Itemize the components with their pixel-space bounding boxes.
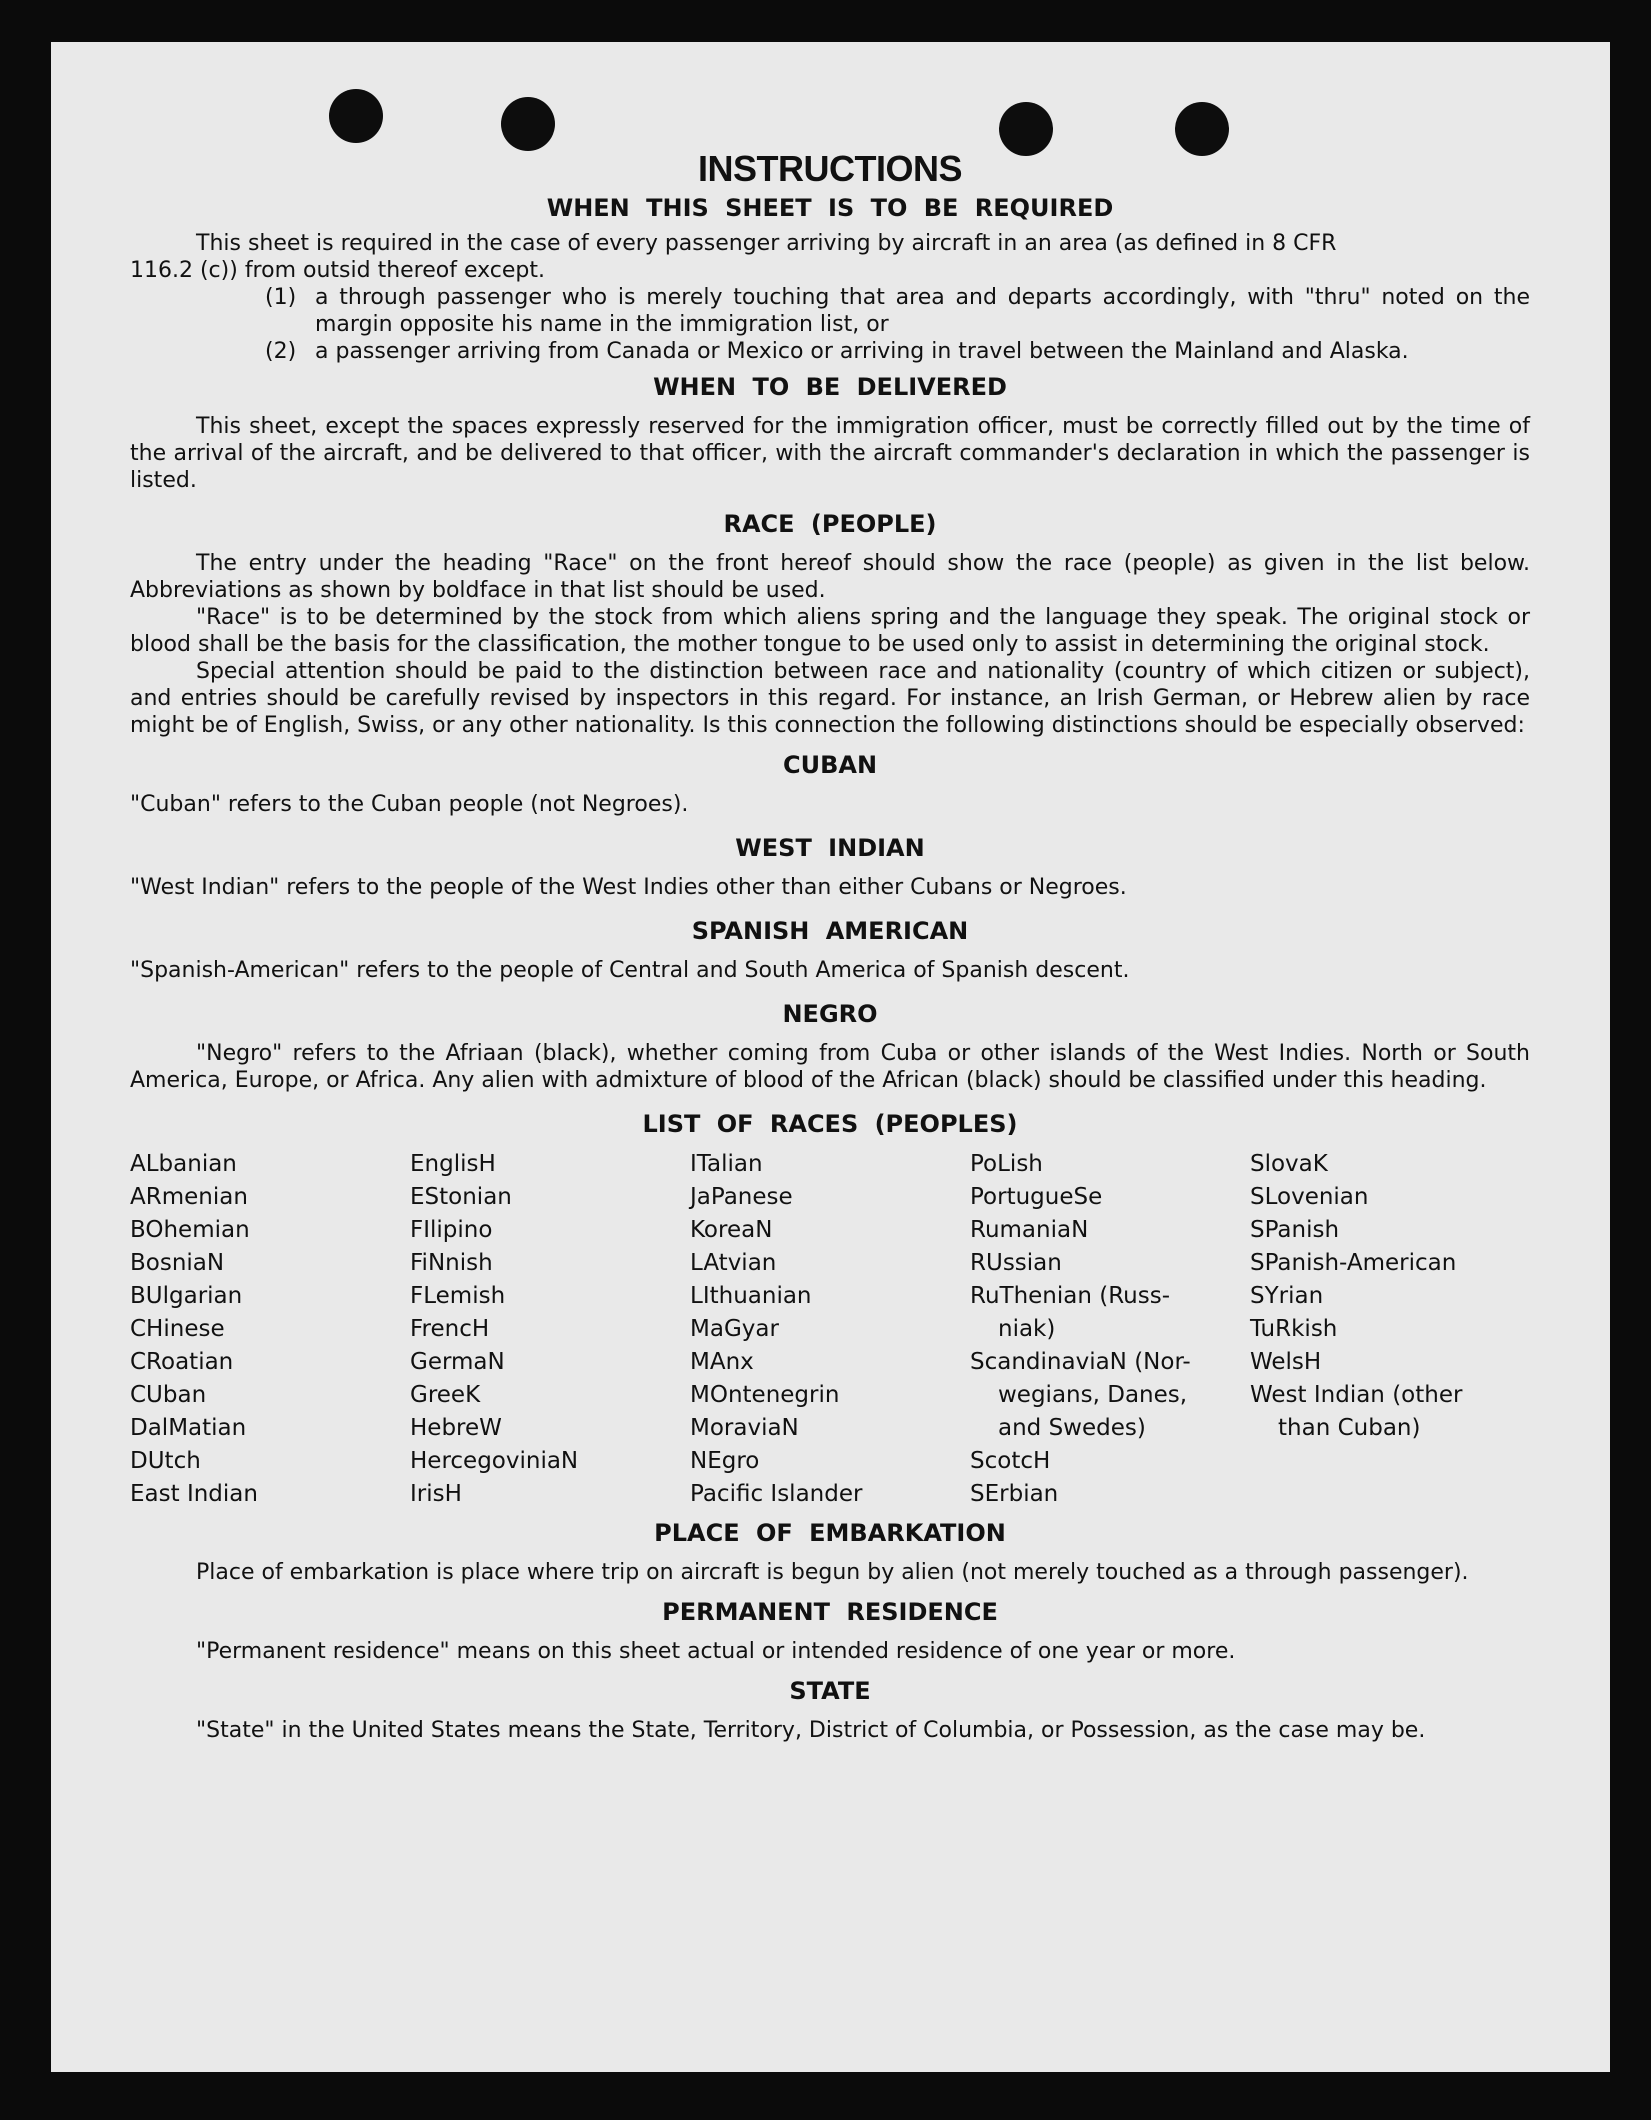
race-item: GermaN [410,1349,505,1375]
race-column-4 [970,1148,1250,1511]
race-item-continued: than Cuban) [1278,1415,1421,1441]
race-column-5 [1250,1148,1530,1511]
race-item: PortugueSe [970,1184,1103,1210]
race-item: SPanish [1250,1217,1340,1243]
race-item: SlovaK [1250,1151,1328,1177]
race-item: IrisH [410,1481,462,1507]
race-item: BosniaN [130,1250,225,1276]
heading-west-indian: WEST INDIAN [735,834,925,862]
race-item: MaGyar [690,1316,779,1342]
heading-delivered: WHEN TO BE DELIVERED [653,373,1007,401]
heading-embarkation: PLACE OF EMBARKATION [654,1519,1006,1547]
race-item: SPanish-American [1250,1250,1457,1276]
heading-spanish-american: SPANISH AMERICAN [691,917,969,945]
race-item: West Indian (other [1250,1382,1463,1408]
heading-residence: PERMANENT RESIDENCE [662,1598,998,1626]
race-paragraph-3: Special attention should be paid to the distinction between race and nationality (country of which citizen or subject), and entries should be carefully revised by inspectors in this regard. For instance, an Irish German, or Hebrew alien by race might be of English, Swiss, or any other nationality. Is this connection the following distinctions should be especially observed: [130,659,1530,738]
exception-number: (1) [265,285,297,310]
exception-text: a passenger arriving from Canada or Mexico or arriving in travel between the Mainland and Alaska. [315,339,1409,364]
race-item: ARmenian [130,1184,248,1210]
heading-race: RACE (PEOPLE) [723,510,937,538]
race-item: DalMatian [130,1415,247,1441]
race-item: PoLish [970,1151,1043,1177]
race-item: SLovenian [1250,1184,1369,1210]
race-item: CHinese [130,1316,225,1342]
race-item: DUtch [130,1448,201,1474]
race-list [130,1148,1530,1511]
race-item: CRoatian [130,1349,234,1375]
race-item: LIthuanian [690,1283,812,1309]
cuban-paragraph: "Cuban" refers to the Cuban people (not Negroes). [130,792,689,817]
race-item: Pacific Islander [690,1481,863,1507]
punch-hole [501,97,555,151]
race-item: FrencH [410,1316,490,1342]
race-item: SYrian [1250,1283,1324,1309]
heading-state: STATE [789,1677,871,1705]
embarkation-paragraph: Place of embarkation is place where trip on aircraft is begun by alien (not merely touched as a through passenger). [196,1560,1469,1585]
race-item: MoraviaN [690,1415,799,1441]
spanish-american-paragraph: "Spanish-American" refers to the people of Central and South America of Spanish descent. [130,958,1130,983]
race-item: HebreW [410,1415,502,1441]
exception-text: a through passenger who is merely touching that area and departs accordingly, with "thru" noted on the margin opposite his name in the immigration list, or [315,285,1530,337]
race-item: FiNnish [410,1250,493,1276]
heading-list-of-races: LIST OF RACES (PEOPLES) [642,1110,1018,1138]
race-item-continued: niak) [998,1316,1056,1342]
heading-required: WHEN THIS SHEET IS TO BE REQUIRED [546,194,1114,222]
race-item: SErbian [970,1481,1059,1507]
state-paragraph: "State" in the United States means the State, Territory, District of Columbia, or Possession, as the case may be. [196,1718,1426,1743]
race-item: GreeK [410,1382,481,1408]
race-item: LAtvian [690,1250,777,1276]
instructions-content [130,146,1530,1744]
race-item: MOntenegrin [690,1382,840,1408]
heading-negro: NEGRO [782,1000,878,1028]
document-sheet [51,42,1610,2072]
race-item-continued: wegians, Danes, [998,1382,1188,1408]
negro-paragraph: "Negro" refers to the Afriaan (black), whether coming from Cuba or other islands of the West Indies. North or South America, Europe, or Africa. Any alien with admixture of blood of the African (black) should be classified under this heading. [130,1041,1530,1093]
residence-paragraph: "Permanent residence" means on this sheet actual or intended residence of one year or more. [196,1639,1236,1664]
exception-item-2 [130,338,1530,365]
race-item: BUlgarian [130,1283,243,1309]
race-item: MAnx [690,1349,754,1375]
race-item: KoreaN [690,1217,773,1243]
race-column-2 [410,1148,690,1511]
race-item: RUssian [970,1250,1062,1276]
race-item: RuThenian (Russ- [970,1283,1171,1309]
race-item: ScandinaviaN (Nor- [970,1349,1191,1375]
race-paragraph-1: The entry under the heading "Race" on the front hereof should show the race (people) as given in the list below. Abbreviations as shown by boldface in that list should be used. [130,551,1530,603]
delivered-paragraph: This sheet, except the spaces expressly reserved for the immigration officer, must be correctly filled out by the time of the arrival of the aircraft, and be delivered to that officer, with the aircraft commander's declaration in which the passenger is listed. [130,414,1530,493]
race-item: WelsH [1250,1349,1322,1375]
race-column-3 [690,1148,970,1511]
race-item: ITalian [690,1151,763,1177]
race-paragraph-2: "Race" is to be determined by the stock from which aliens spring and the language they speak. The original stock or blood shall be the basis for the classification, the mother tongue to be used only to assist in determining the original stock. [130,605,1530,657]
race-column-1 [130,1148,410,1511]
race-item: East Indian [130,1481,258,1507]
race-item-continued: and Swedes) [998,1415,1146,1441]
punch-hole [329,89,383,143]
page-title: INSTRUCTIONS [698,148,962,189]
race-item: NEgro [690,1448,760,1474]
required-paragraph: This sheet is required in the case of every passenger arriving by aircraft in an area (as defined in 8 CFR [196,231,1337,256]
race-item: HercegoviniaN [410,1448,579,1474]
race-item: EnglisH [410,1151,496,1177]
race-item: FLemish [410,1283,506,1309]
exception-number: (2) [265,339,297,364]
heading-cuban: CUBAN [782,751,878,779]
race-item: FIlipino [410,1217,493,1243]
race-item: ALbanian [130,1151,237,1177]
race-item: CUban [130,1382,207,1408]
race-item: EStonian [410,1184,512,1210]
race-item: TuRkish [1250,1316,1338,1342]
race-item: BOhemian [130,1217,250,1243]
required-paragraph-cont: 116.2 (c)) from outsid thereof except. [130,258,545,283]
race-item: RumaniaN [970,1217,1089,1243]
race-item: JaPanese [690,1184,793,1210]
west-indian-paragraph: "West Indian" refers to the people of the West Indies other than either Cubans or Negroes. [130,875,1127,900]
exception-item-1 [130,284,1530,338]
race-item: ScotcH [970,1448,1051,1474]
